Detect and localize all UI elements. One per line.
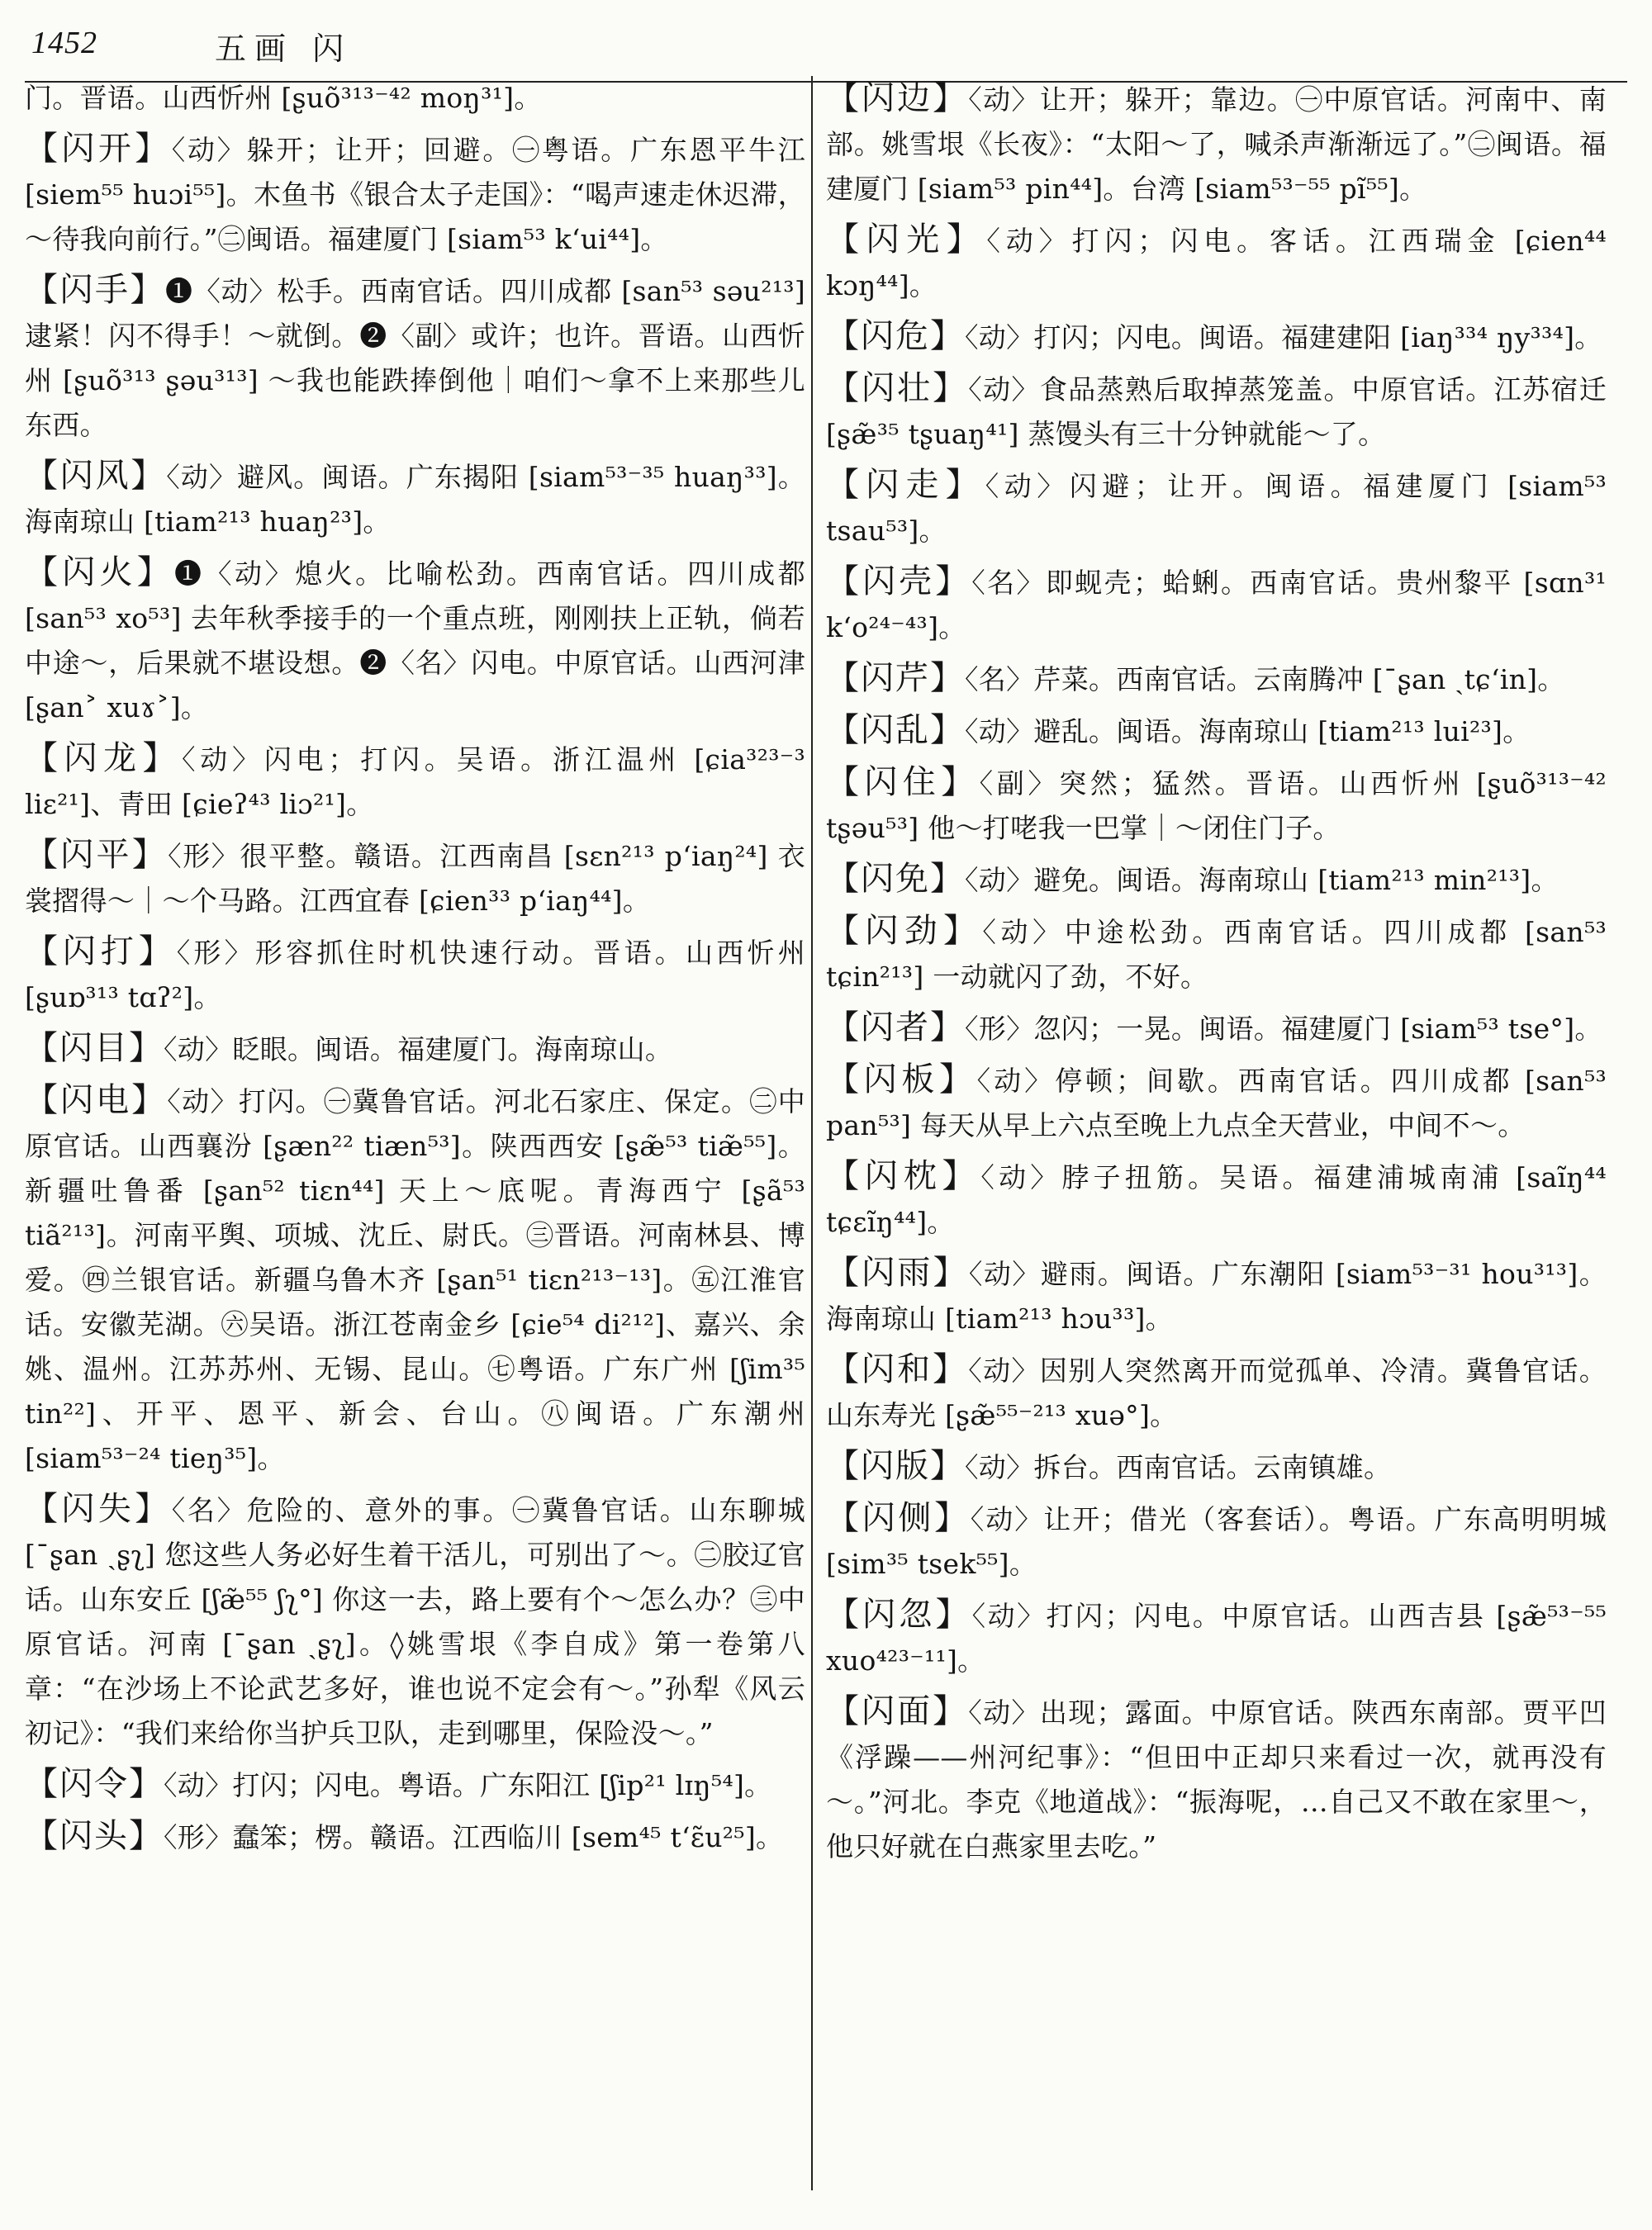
dictionary-entry (826, 314, 1607, 360)
entry-headword: 【闪电】 (25, 1081, 168, 1119)
entry-definition: 〈形〉蠢笨；楞。赣语。江西临川 [sem⁴⁵ t‘ɛ̃u²⁵]。 (164, 1821, 784, 1853)
dictionary-entry (25, 550, 805, 730)
dictionary-entry (25, 126, 805, 262)
entry-headword: 【闪和】 (826, 1350, 969, 1388)
entry-definition: 〈动〉让开；借光（客套话）。粤语。广东高明明城 [sim³⁵ tsek⁵⁵]。 (826, 1503, 1607, 1580)
entry-definition: 〈动〉眨眼。闽语。福建厦门。海南琼山。 (164, 1033, 673, 1065)
dictionary-entry (826, 1592, 1607, 1683)
dictionary-entry (25, 1762, 805, 1808)
entry-headword: 【闪目】 (25, 1029, 164, 1067)
dictionary-entry (826, 760, 1607, 851)
entry-definition: 〈动〉避免。闽语。海南琼山 [tiam²¹³ min²¹³]。 (965, 864, 1559, 896)
entry-definition: 〈动〉避乱。闽语。海南琼山 [tiam²¹³ lui²³]。 (965, 715, 1531, 747)
entry-headword: 【闪住】 (826, 763, 980, 801)
entry-definition: 〈动〉停顿；间歇。西南官话。四川成都 [san⁵³ pan⁵³] 每天从早上六点至晚上九点全天营业，中间不～。 (826, 1065, 1607, 1141)
entry-headword: 【闪危】 (826, 317, 965, 355)
dictionary-entry (826, 559, 1607, 650)
entry-definition: 〈名〉芹菜。西南官话。云南腾冲 [ˉʂan ˏtɕ‘in]。 (965, 663, 1565, 695)
dictionary-entry (826, 76, 1607, 211)
dictionary-entry (826, 1444, 1607, 1490)
entry-headword: 【闪龙】 (25, 739, 182, 777)
dictionary-entry (826, 656, 1607, 702)
entry-headword: 【闪免】 (826, 860, 965, 898)
entry-headword: 【闪打】 (25, 932, 177, 970)
dictionary-entry (25, 1814, 805, 1860)
entry-headword: 【闪火】 (25, 553, 174, 591)
entry-definition: 〈形〉形容抓住时机快速行动。晋语。山西忻州 [ʂuɒ³¹³ tɑʔ²]。 (25, 937, 805, 1013)
entry-definition: 〈动〉避风。闽语。广东揭阳 [siam⁵³⁻³⁵ huaŋ³³]。海南琼山 [tiam²¹³ huaŋ²³]。 (25, 461, 806, 538)
entry-headword: 【闪枕】 (826, 1157, 981, 1195)
dictionary-entry (826, 708, 1607, 754)
page-number: 1452 (31, 26, 97, 60)
entry-definition: 〈动〉中途松劲。西南官话。四川成都 [san⁵³ tɕin²¹³] 一动就闪了劲，不好。 (826, 916, 1607, 993)
entry-definition: 〈动〉打闪；闪电。闽语。福建建阳 [iaŋ³³⁴ ŋy³³⁴]。 (965, 321, 1602, 353)
continuation-text: 门。晋语。山西忻州 [ʂuõ³¹³⁻⁴² moŋ³¹]。 (25, 82, 542, 114)
dictionary-entry (826, 366, 1607, 457)
entry-definition: 〈副〉突然；猛然。晋语。山西忻州 [ʂuõ³¹³⁻⁴² tʂəu⁵³] 他～打咾我一巴掌｜～闭住门子。 (826, 767, 1607, 844)
entry-headword: 【闪走】 (826, 466, 985, 504)
dictionary-entry (826, 856, 1607, 903)
dictionary-entry (25, 453, 805, 544)
entry-definition: 〈动〉拆台。西南官话。云南镇雄。 (965, 1451, 1392, 1483)
dictionary-entry (25, 1078, 805, 1481)
entry-headword: 【闪平】 (25, 836, 169, 874)
entry-definition: 〈形〉忽闪；一晃。闽语。福建厦门 [siam⁵³ tse°]。 (965, 1013, 1602, 1045)
entry-headword: 【闪手】 (25, 271, 166, 309)
entry-headword: 【闪开】 (25, 130, 172, 168)
entry-headword: 【闪失】 (25, 1490, 172, 1528)
entry-definition: 〈动〉打闪；闪电。粤语。广东阳江 [ʃip²¹ lɪŋ⁵⁴]。 (164, 1769, 772, 1801)
dictionary-entry (25, 929, 805, 1020)
dictionary-entry (25, 833, 805, 923)
entry-headword: 【闪芹】 (826, 659, 965, 697)
entry-definition: 〈动〉食品蒸熟后取掉蒸笼盖。中原官话。江苏宿迁 [ʂæ̃³⁵ tʂuaŋ⁴¹] 蒸馒头有三十分钟就能～了。 (826, 373, 1607, 450)
entry-definition: 〈动〉脖子扭筋。吴语。福建浦城南浦 [saĩŋ⁴⁴ tɕɛĩŋ⁴⁴]。 (826, 1161, 1607, 1238)
dictionary-entry (25, 268, 805, 448)
dictionary-entry (826, 1496, 1607, 1587)
entry-headword: 【闪面】 (826, 1692, 969, 1730)
left-column (25, 76, 805, 1866)
entry-definition: 〈形〉很平整。赣语。江西南昌 [sɛn²¹³ p‘iaŋ²⁴] 衣裳摺得～｜～个马路。江西宜春 [ɕien³³ p‘iaŋ⁴⁴]。 (25, 840, 805, 917)
entry-definition: 〈动〉因别人突然离开而觉孤单、冷清。冀鲁官话。山东寿光 [ʂæ̃⁵⁵⁻²¹³ xuə°]。 (826, 1355, 1607, 1431)
column-divider (811, 76, 813, 2190)
dictionary-entry (25, 1026, 805, 1072)
entry-definition: 〈动〉打闪。㊀冀鲁官话。河北石家庄、保定。㊁中原官话。山西襄汾 [ʂæn²² tiæn⁵³]。陕西西安 [ʂæ̃⁵³ tiæ̃⁵⁵]。新疆吐鲁番 [ʂan⁵² tiɛn⁴⁴] 天上～底呢。青海西宁 [ʂã⁵³ tiã²¹³]。河南平舆、项城、沈丘、尉氏。㊂晋语。河南林县、博爱。㊃兰银官话。新疆乌鲁木齐 [ʂan⁵¹ tiɛn²¹³⁻¹³]。㊄江淮官话。安徽芜湖。㊅吴语。浙江苍南金乡 [ɕie⁵⁴ di²¹²]、嘉兴、余姚、温州。江苏苏州、无锡、昆山。㊆粤语。广东广州 [ʃim³⁵ tin²²]、开平、恩平、新会、台山。㊇闽语。广东潮州 [siam⁵³⁻²⁴ tieŋ³⁵]。 (25, 1085, 805, 1474)
dictionary-entry (25, 736, 805, 827)
dictionary-entry (826, 463, 1607, 553)
entry-definition: 〈动〉闪电；打闪。吴语。浙江温州 [ɕia³²³⁻³ liɛ²¹]、青田 [ɕieʔ⁴³ liɔ²¹]。 (25, 743, 806, 820)
section-title: 五画 闪 (215, 31, 353, 67)
entry-definition: 〈动〉躲开；让开；回避。㊀粤语。广东恩平牛江 [siem⁵⁵ huɔi⁵⁵]。木鱼书《银合太子走国》：“喝声速走休迟滞，～待我向前行。”㊁闽语。福建厦门 [siam⁵³ k‘ui⁴⁴]。 (25, 134, 805, 255)
entry-headword: 【闪壮】 (826, 369, 969, 407)
entry-headword: 【闪令】 (25, 1765, 164, 1803)
dictionary-entry (826, 1005, 1607, 1051)
entry-definition: 〈名〉即蚬壳；蛤蜊。西南官话。贵州黎平 [sɑn³¹ k‘o²⁴⁻⁴³]。 (826, 567, 1607, 643)
entry-headword: 【闪头】 (25, 1817, 164, 1855)
dictionary-entry (826, 1250, 1607, 1341)
entry-headword: 【闪劲】 (826, 912, 983, 950)
dictionary-entry (826, 909, 1607, 999)
entry-headword: 【闪乱】 (826, 711, 965, 749)
entry-headword: 【闪壳】 (826, 562, 972, 600)
entry-headword: 【闪版】 (826, 1447, 965, 1485)
entry-definition: ❶〈动〉熄火。比喻松劲。西南官话。四川成都 [san⁵³ xo⁵³] 去年秋季接手的一个重点班，刚刚扶上正轨，倘若中途～，后果就不堪设想。❷〈名〉闪电。中原官话。山西河津 [ʂan˃ xuɤ˃]。 (25, 558, 805, 724)
entry-headword: 【闪边】 (826, 79, 969, 117)
entry-headword: 【闪风】 (25, 457, 167, 495)
entry-headword: 【闪板】 (826, 1060, 977, 1098)
page-header (25, 23, 1627, 67)
dictionary-entry (826, 217, 1607, 308)
entry-headword: 【闪忽】 (826, 1596, 972, 1634)
entry-definition: 〈动〉避雨。闽语。广东潮阳 [siam⁵³⁻³¹ hou³¹³]。海南琼山 [tiam²¹³ hɔu³³]。 (826, 1258, 1607, 1335)
entry-headword: 【闪雨】 (826, 1254, 969, 1292)
entry-headword: 【闪侧】 (826, 1499, 971, 1537)
entry-definition: ❶〈动〉松手。西南官话。四川成都 [san⁵³ səu²¹³] 逮紧！闪不得手！～就倒。❷〈副〉或许；也许。晋语。山西忻州 [ʂuõ³¹³ ʂəu³¹³] ～我也能跌捧倒他｜咱们～拿不上来那些儿东西。 (25, 275, 805, 441)
entry-definition: 〈名〉危险的、意外的事。㊀冀鲁官话。山东聊城 [ˉʂan ˏʂʅ] 您这些人务必好生着干活儿，可别出了～。㊁胶辽官话。山东安丘 [ʃæ̃⁵⁵ ʃʅ°] 你这一去，路上要有个～怎么办？㊂中原官话。河南 [ˉʂan ˏʂʅ]。◊姚雪垠《李自成》第一卷第八章：“在沙场上不论武艺多好，谁也说不定会有～。”孙犁《风云初记》：“我们来给你当护兵卫队，走到哪里，保险没～。” (25, 1494, 805, 1749)
entry-headword: 【闪光】 (826, 221, 987, 259)
entry-definition: 〈动〉打闪；闪电。客话。江西瑞金 [ɕien⁴⁴ kɔŋ⁴⁴]。 (826, 225, 1607, 301)
dictionary-entry (25, 1487, 805, 1756)
dictionary-entry (826, 1154, 1607, 1245)
dictionary-entry (826, 1347, 1607, 1438)
right-column (826, 76, 1607, 1875)
entry-definition: 〈动〉闪避；让开。闽语。福建厦门 [siam⁵³ tsau⁵³]。 (826, 470, 1607, 547)
entry-definition: 〈动〉打闪；闪电。中原官话。山西吉县 [ʂæ̃⁵³⁻⁵⁵ xuo⁴²³⁻¹¹]。 (826, 1600, 1607, 1677)
entry-headword: 【闪者】 (826, 1008, 965, 1046)
dictionary-entry (826, 1057, 1607, 1148)
dictionary-entry (826, 1689, 1607, 1869)
entry-definition: 〈动〉让开；躲开；靠边。㊀中原官话。河南中、南部。姚雪垠《长夜》：“太阳～了，喊杀声渐渐远了。”㊁闽语。福建厦门 [siam⁵³ pin⁴⁴]。台湾 [siam⁵³⁻⁵⁵ pĩ⁵⁵]。 (826, 83, 1607, 205)
entry-definition: 〈动〉出现；露面。中原官话。陕西东南部。贾平凹《浮躁——州河纪事》：“但田中正却只来看过一次，就再没有～。”河北。李克《地道战》：“振海呢，…自己又不敢在家里～，他只好就在白燕家里去吃。” (826, 1696, 1607, 1862)
